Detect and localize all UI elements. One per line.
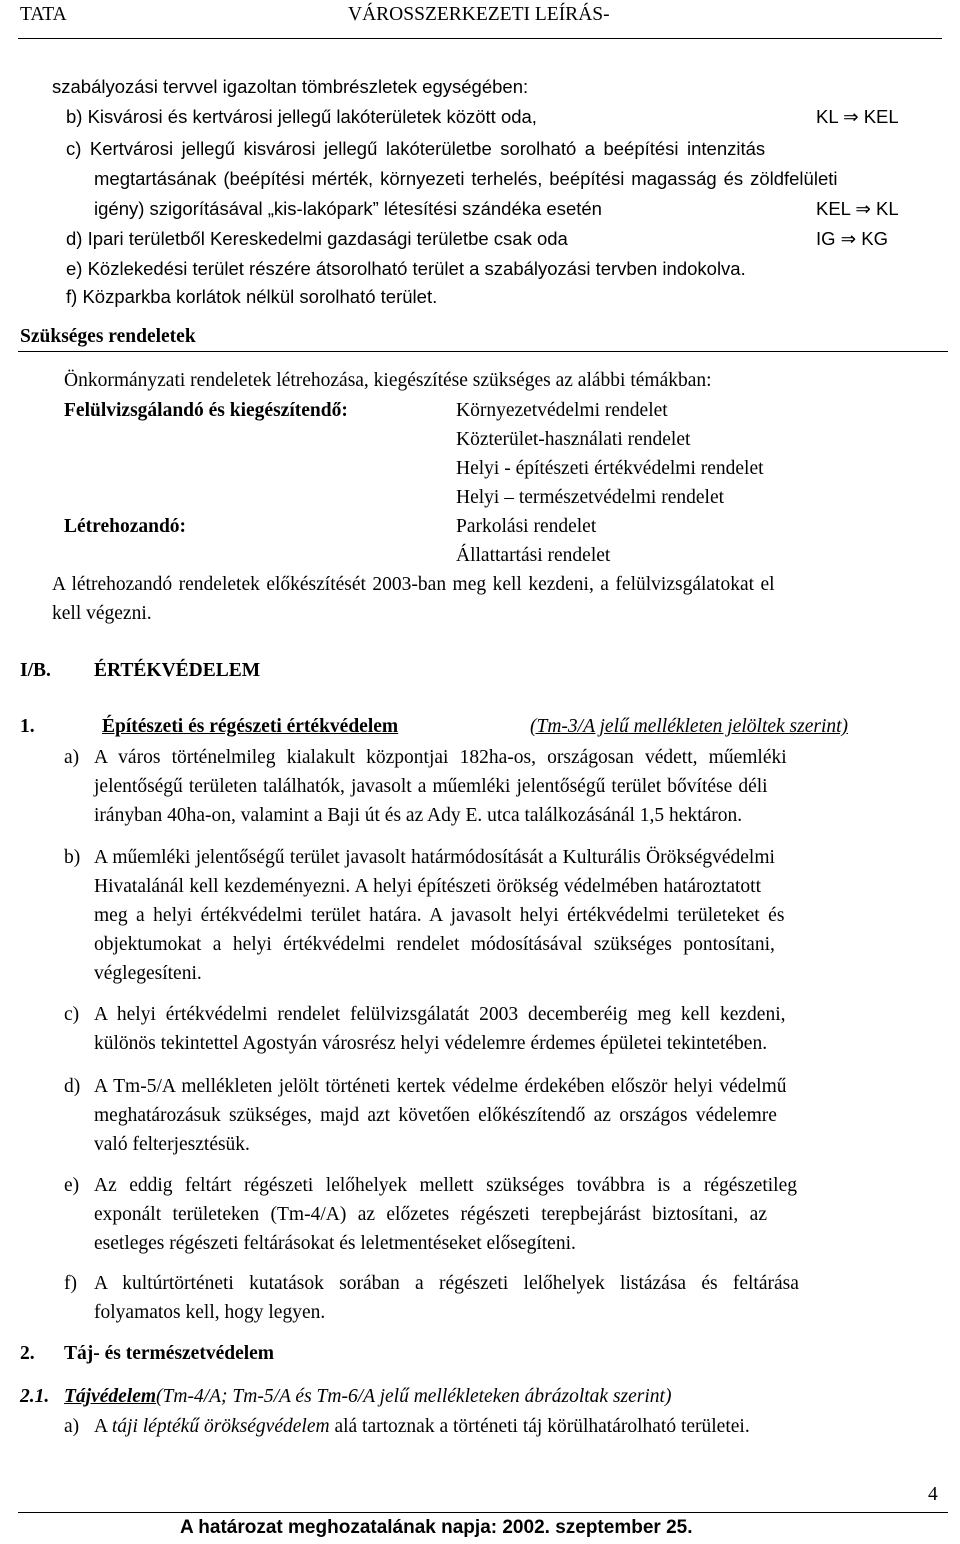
header-left: TATA	[20, 4, 67, 25]
s21-a-line	[94, 1416, 750, 1438]
create-item-2: Állattartási rendelet	[456, 545, 611, 566]
s1-f-line2: folyamatos kell, hogy legyen.	[94, 1302, 326, 1323]
s1-e-line2: exponált területeken (Tm-4/A) az előzetes régészeti terepbejárást biztosítani, az	[94, 1204, 767, 1225]
s1-b-line3: meg a helyi értékvédelmi terület határa. A javasolt helyi értékvédelmi területeket és	[94, 905, 785, 926]
page-number: 4	[928, 1484, 938, 1505]
rendeletek-heading: Szükséges rendeletek	[20, 326, 196, 347]
create-label: Létrehozandó:	[64, 516, 187, 537]
s1-d-line2: meghatározásuk szükséges, majd azt követően előkészítendő az országos védelemre	[94, 1105, 777, 1126]
s1-e-line3: esetleges régészeti feltárásokat és leletmentéseket elősegíteni.	[94, 1233, 576, 1254]
s1-a-line1: A város történelmileg kialakult központjai 182ha-os, országosan védett, műemléki	[94, 747, 787, 768]
s21-num: 2.1.	[20, 1386, 50, 1407]
review-label: Felülvizsgálandó és kiegészítendő:	[64, 400, 348, 421]
create-item-1: Parkolási rendelet	[456, 516, 597, 537]
s21-a-ital: táji léptékű örökségvédelem	[111, 1416, 330, 1437]
s1-a-label: a)	[64, 747, 80, 768]
intro-b-code: KL ⇒ KEL	[816, 106, 899, 127]
section-ib-title: ÉRTÉKVÉDELEM	[94, 660, 261, 681]
s2-title: Táj- és természetvédelem	[64, 1343, 275, 1364]
intro-d-code: IG ⇒ KG	[816, 228, 889, 249]
intro-f-text: f) Közparkba korlátok nélkül sorolható terület.	[66, 286, 438, 307]
s1-e-line1: Az eddig feltárt régészeti lelőhelyek mellett szükséges továbbra is a régészetileg	[94, 1175, 797, 1196]
s1-b-line5: véglegesíteni.	[94, 963, 202, 984]
s21-a-label: a)	[64, 1416, 80, 1437]
s21-heading	[64, 1386, 671, 1408]
s1-b-label: b)	[64, 847, 81, 868]
s1-c-line1: A helyi értékvédelmi rendelet felülvizsgálatát 2003 decemberéig meg kell kezdeni,	[94, 1004, 786, 1025]
s1-f-label: f)	[64, 1273, 77, 1294]
s1-e-label: e)	[64, 1175, 80, 1196]
s1-c-line2: különös tekintettel Agostyán városrész helyi védelemre érdemes épületei tekintetében.	[94, 1033, 768, 1054]
header-right: VÁROSSZERKEZETI LEÍRÁS-	[348, 4, 610, 25]
intro-e-text: e) Közlekedési terület részére átsorolható terület a szabályozási tervben indokolva.	[66, 258, 746, 279]
intro-line: szabályozási tervvel igazoltan tömbrészletek egységében:	[52, 76, 529, 97]
s1-c-label: c)	[64, 1004, 80, 1025]
review-item-1: Környezetvédelmi rendelet	[456, 400, 668, 421]
s1-d-line1: A Tm-5/A mellékleten jelölt történeti kertek védelme érdekében először helyi védelmű	[94, 1076, 787, 1097]
rendeletek-rule	[18, 351, 948, 352]
s1-b-line2: Hivatalánál kell kezdeményezni. A helyi építészeti örökség védelmében határoztatott	[94, 876, 762, 897]
s1-a-line2: jelentőségű területen találhatók, javasolt a műemléki jelentőségű terület bővítése déli	[94, 776, 768, 797]
s1-a-line3: irányban 40ha-on, valamint a Baji út és az Ady E. utca találkozásánál 1,5 hektáron.	[94, 805, 743, 826]
rendeletek-intro: Önkormányzati rendeletek létrehozása, kiegészítése szükséges az alábbi témákban:	[64, 370, 712, 391]
review-item-4: Helyi – természetvédelmi rendelet	[456, 487, 725, 508]
intro-c-line2: megtartásának (beépítési mérték, környezeti terhelés, beépítési magasság és zöldfelületi	[94, 168, 838, 189]
s1-d-label: d)	[64, 1076, 81, 1097]
intro-c-code: KEL ⇒ KL	[816, 198, 899, 219]
s1-num: 1.	[20, 716, 35, 737]
footer-text: A határozat meghozatalának napja: 2002. szeptember 25.	[180, 1517, 693, 1538]
s21-a-post: alá tartoznak a történeti táj körülhatárolható területei.	[334, 1416, 750, 1437]
footer-rule	[18, 1512, 948, 1513]
s21-a-pre: A	[94, 1416, 108, 1437]
s21-title: Tájvédelem	[64, 1386, 157, 1407]
intro-d-text: d) Ipari területből Kereskedelmi gazdasági területbe csak oda	[66, 228, 568, 249]
intro-b-text: b) Kisvárosi és kertvárosi jellegű lakóterületek között oda,	[66, 106, 537, 127]
s1-b-line1: A műemléki jelentőségű terület javasolt határmódosítását a Kulturális Örökségvédelmi	[94, 847, 775, 868]
rendeletek-closing-1: A létrehozandó rendeletek előkészítését 2003-ban meg kell kezdeni, a felülvizsgálatokat el	[52, 574, 775, 595]
review-item-2: Közterület-használati rendelet	[456, 429, 691, 450]
s2-num: 2.	[20, 1343, 35, 1364]
section-ib-num: I/B.	[20, 660, 51, 681]
s1-f-line1: A kultúrtörténeti kutatások sorában a régészeti lelőhelyek listázása és feltárása	[94, 1273, 799, 1294]
s1-ref: (Tm-3/A jelű mellékleten jelöltek szerint)	[530, 716, 849, 737]
intro-c-line3: igény) szigorításával „kis-lakópark” létesítési szándéka esetén	[94, 198, 602, 219]
s1-d-line3: való felterjesztésük.	[94, 1134, 250, 1155]
review-item-3: Helyi - építészeti értékvédelmi rendelet	[456, 458, 764, 479]
intro-c-line1: c) Kertvárosi jellegű kisvárosi jellegű lakóterületbe sorolható a beépítési intenzitás	[66, 138, 766, 159]
header-rule	[18, 38, 942, 39]
s21-ref: (Tm-4/A; Tm-5/A és Tm-6/A jelű mellékleteken ábrázoltak szerint)	[156, 1386, 672, 1407]
rendeletek-closing-2: kell végezni.	[52, 603, 152, 624]
s1-b-line4: objektumokat a helyi értékvédelmi rendelet módosításával szükséges pontosítani,	[94, 934, 775, 955]
s1-title: Építészeti és régészeti értékvédelem	[102, 716, 399, 737]
